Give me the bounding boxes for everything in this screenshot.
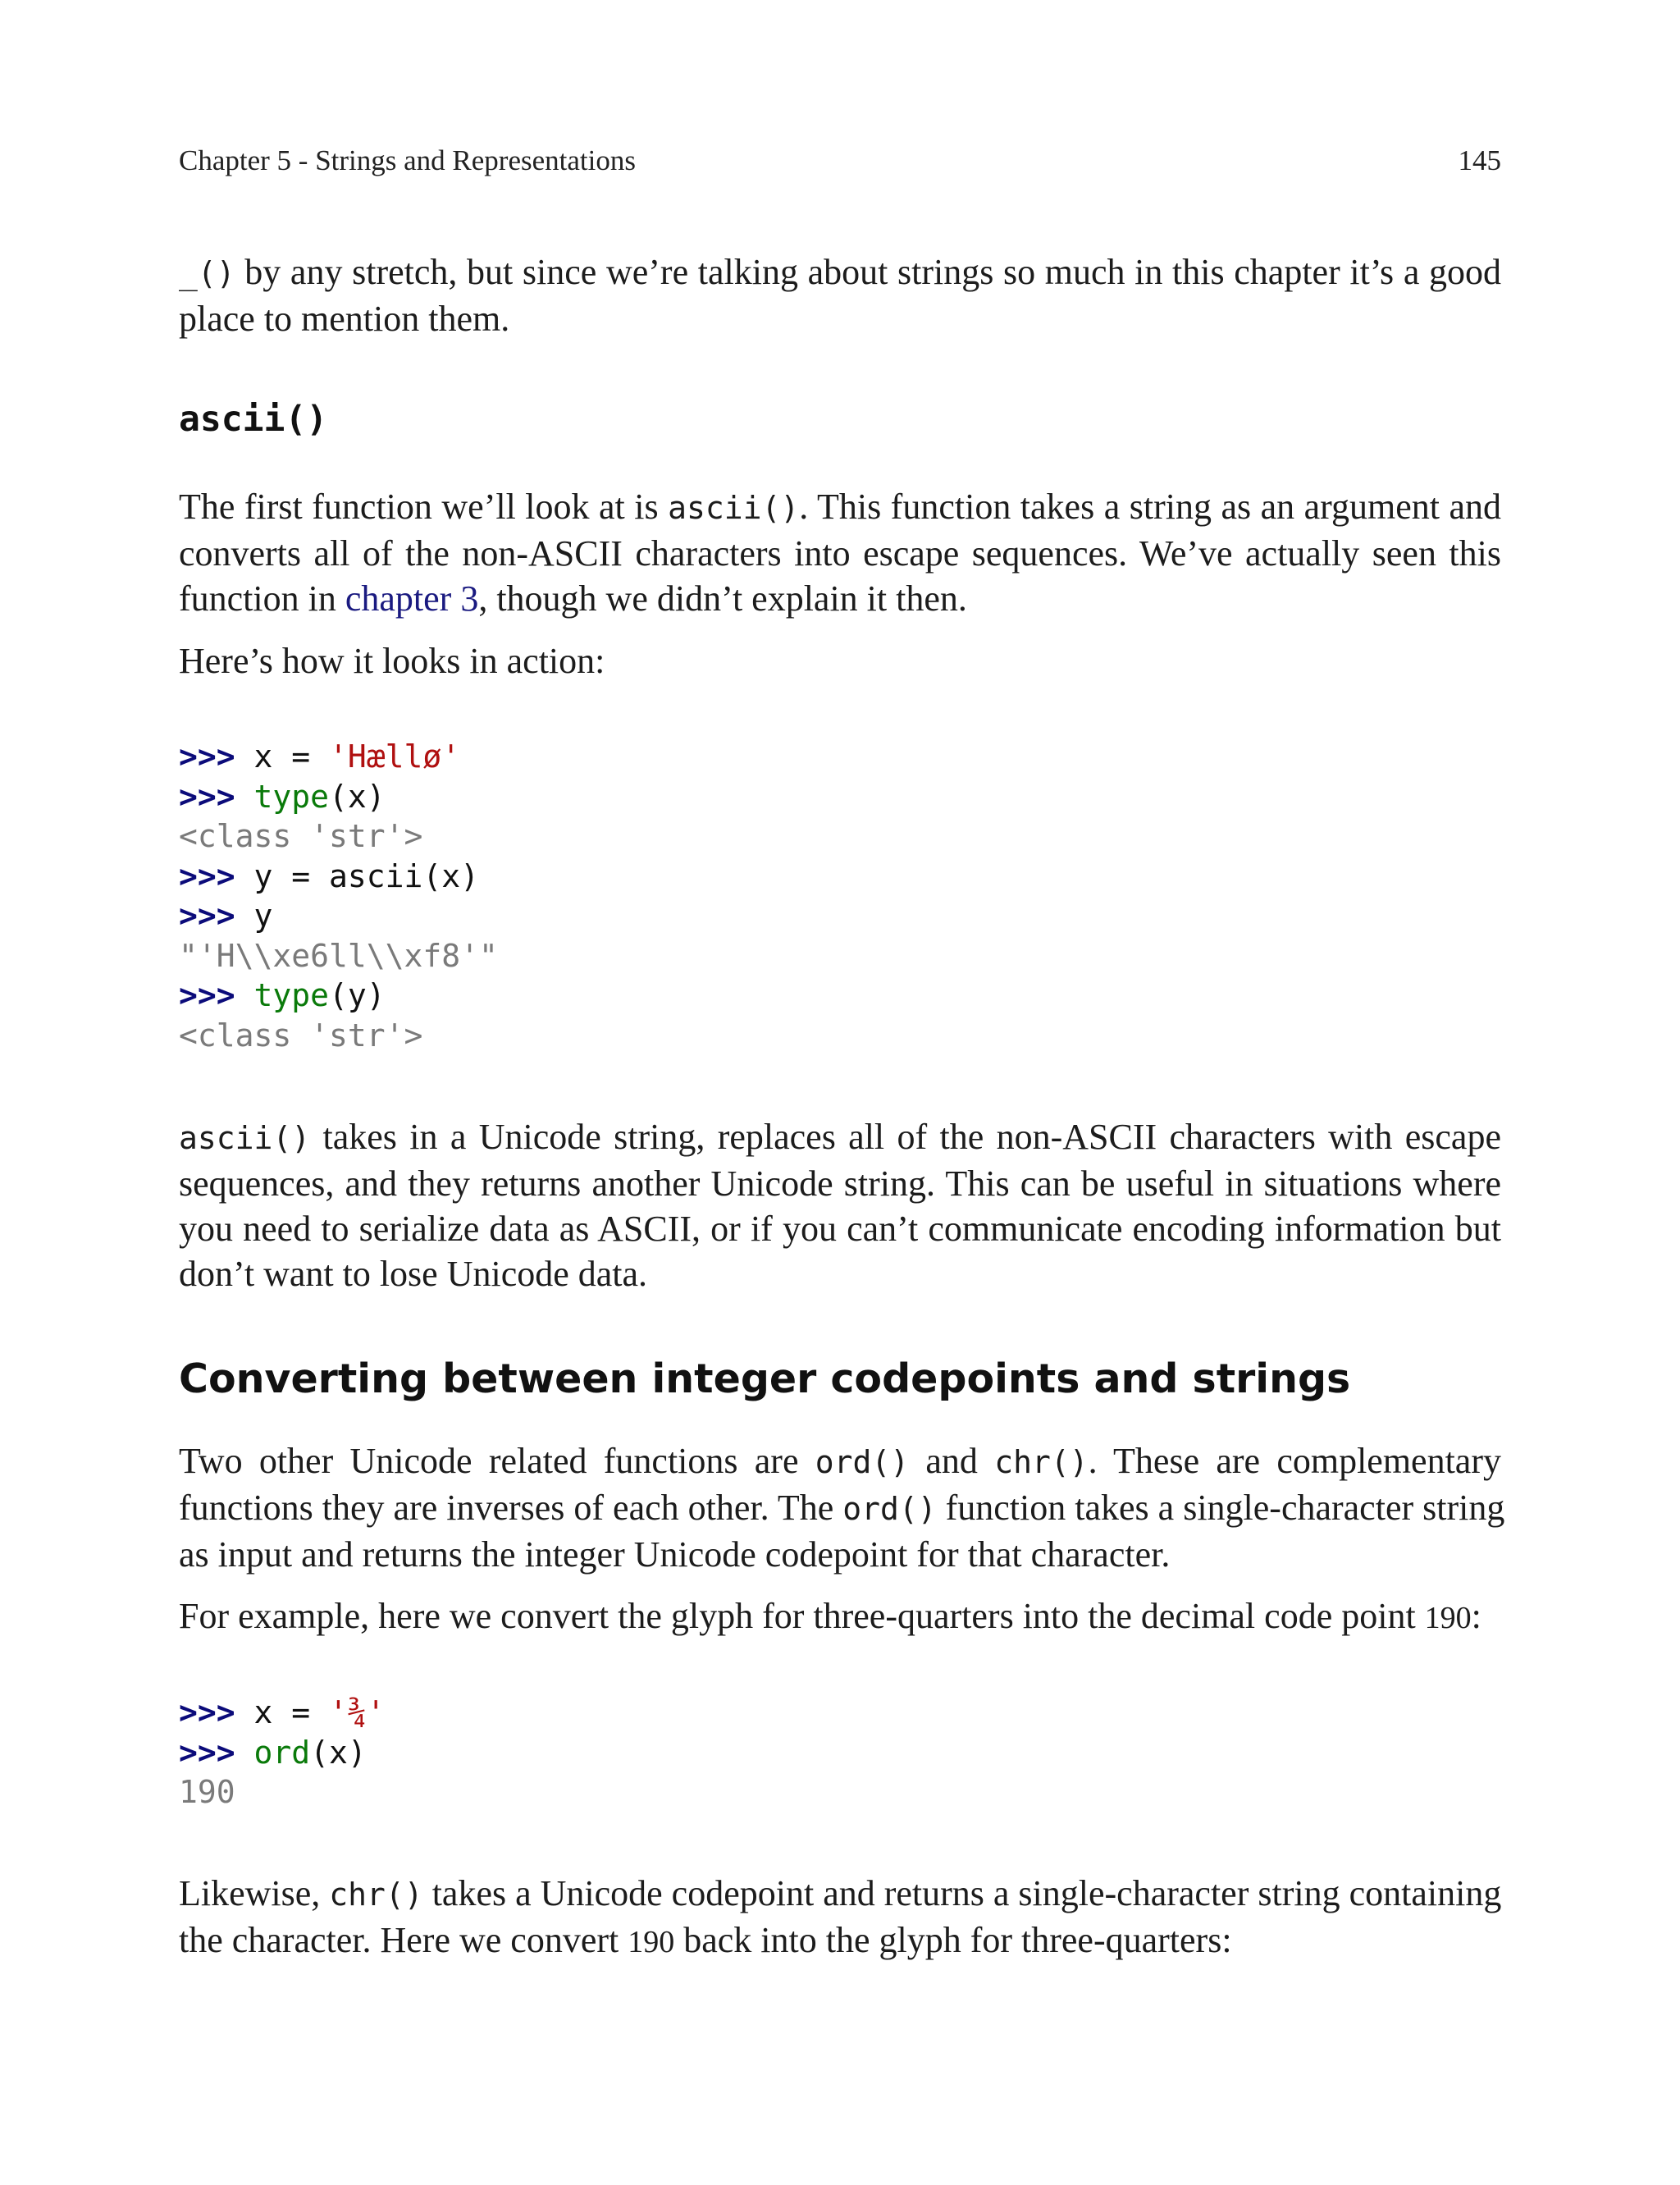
- code: (x): [310, 1734, 367, 1771]
- prompt: >>>: [179, 778, 235, 815]
- code-block-ord: [179, 1693, 386, 1812]
- text: . This function takes a string as an argument and: [799, 487, 1502, 527]
- likewise-paragraph: [179, 1871, 1501, 1965]
- prompt: >>>: [179, 738, 235, 775]
- chapter-title: Chapter 5 - Strings and Representations: [179, 144, 636, 176]
- ascii-heading: ascii(): [179, 399, 328, 440]
- prompt: >>>: [179, 898, 235, 934]
- action-text: Here’s how it looks in action:: [179, 641, 605, 681]
- inline-code: ord(): [815, 1444, 910, 1480]
- convert-paragraph: [179, 1438, 1505, 1577]
- inline-code: chr(): [329, 1876, 423, 1913]
- number: 190: [628, 1925, 675, 1959]
- text: The first function we’ll look at is: [179, 487, 669, 527]
- text: takes a Unicode codepoint and returns a single-character string containing: [422, 1873, 1502, 1913]
- text: . These are complementary: [1088, 1441, 1501, 1481]
- text: function in: [179, 578, 345, 619]
- ascii-explain-paragraph: [179, 1114, 1501, 1296]
- text-line: you need to serialize data as ASCII, or if you can’t communicate encoding information but: [179, 1209, 1501, 1249]
- intro-line-2: place to mention them.: [179, 299, 510, 339]
- intro-text: by any stretch, but since we’re talking about strings so much in this chapter it’s a good: [235, 252, 1501, 292]
- text: functions they are inverses of each other. The: [179, 1488, 843, 1528]
- inline-code: chr(): [994, 1444, 1089, 1480]
- builtin-function: type: [253, 778, 330, 815]
- prompt: >>>: [179, 1734, 235, 1771]
- text-line: converts all of the non-ASCII characters into escape sequences. We’ve actually seen this: [179, 533, 1501, 574]
- ascii-intro-paragraph: [179, 484, 1501, 621]
- text-line: as input and returns the integer Unicode codepoint for that character.: [179, 1534, 1171, 1575]
- code: (y): [329, 977, 386, 1013]
- inline-code: ord(): [842, 1491, 937, 1527]
- text: Two other Unicode related functions are: [179, 1441, 815, 1481]
- string-literal: 'Hællø': [329, 738, 461, 775]
- output: <class 'str'>: [179, 1017, 423, 1054]
- chapter-3-link[interactable]: chapter 3: [345, 578, 479, 619]
- prompt: >>>: [179, 1694, 235, 1730]
- text: the character. Here we convert: [179, 1920, 628, 1960]
- action-paragraph: [179, 638, 1501, 683]
- builtin-function: type: [253, 977, 330, 1013]
- builtin-function: ord: [253, 1734, 311, 1771]
- text: For example, here we convert the glyph for three-quarters into the decimal code point: [179, 1596, 1425, 1636]
- prompt: >>>: [179, 857, 235, 894]
- page-number: 145: [1458, 144, 1501, 176]
- intro-paragraph: [179, 249, 1501, 341]
- text-line: don’t want to lose Unicode data.: [179, 1254, 648, 1294]
- inline-code: ascii(): [668, 490, 800, 526]
- code: x =: [235, 738, 330, 775]
- text: Likewise,: [179, 1873, 330, 1913]
- inline-code: ascii(): [179, 1120, 311, 1156]
- running-header: [179, 144, 1501, 185]
- section-heading: Converting between integer codepoints and strings: [179, 1355, 1351, 1402]
- code: y = ascii(x): [235, 857, 480, 894]
- code: x =: [235, 1694, 330, 1730]
- prompt: >>>: [179, 977, 235, 1013]
- number: 190: [1424, 1601, 1472, 1635]
- example-paragraph: [179, 1593, 1501, 1641]
- code: (x): [329, 778, 386, 815]
- text: takes in a Unicode string, replaces all of the non-ASCII characters with escape: [310, 1117, 1501, 1157]
- output: "'H\\xe6ll\\xf8'": [179, 937, 498, 974]
- code-block-ascii: [179, 737, 498, 1055]
- output: 190: [179, 1774, 235, 1810]
- text: back into the glyph for three-quarters:: [674, 1920, 1232, 1960]
- inline-code: _(): [179, 255, 235, 291]
- text: and: [909, 1441, 995, 1481]
- code: y: [235, 898, 273, 934]
- text-line: sequences, and they returns another Unicode string. This can be useful in situations where: [179, 1163, 1501, 1204]
- text: function takes a single-character string: [936, 1488, 1505, 1528]
- text: :: [1471, 1596, 1481, 1636]
- output: <class 'str'>: [179, 818, 423, 854]
- string-literal: '¾': [329, 1694, 386, 1730]
- text: , though we didn’t explain it then.: [478, 578, 967, 619]
